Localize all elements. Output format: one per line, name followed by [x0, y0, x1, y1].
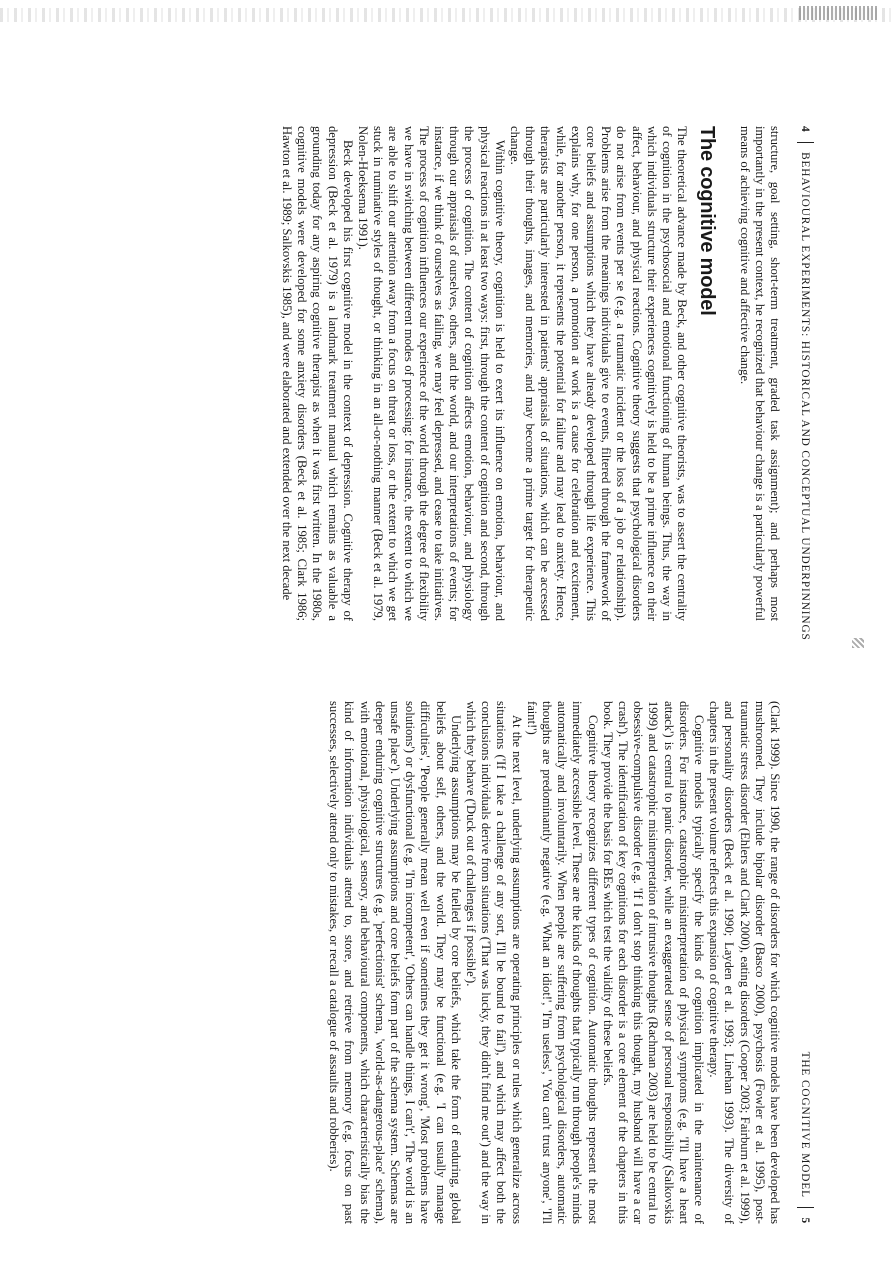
body-paragraph: The theoretical advance made by Beck, and other cognitive theorists, was to assert the centrality of cognition in the psychosocial and emotional functioning of human beings. Thus, the way in which individuals structure their experiences cognitively is held to be a prime influence on their affect, behaviour, and physical reactions. Cognitive theory suggests that psychological disorders do not arise from events per se (e.g. a traumatic incident or the loss of a job or relationship). Problems arise from the meanings individuals give to events, filtered through the framework of core beliefs and assumptions which they have already developed through life experience. This explains why, for one person, a promotion at work is a cause for celebration and excitement, while, for another person, it represents the potential for failure and may lead to anxiety. Hence, therapists are particularly interested in patients' appraisals of situations, which can be accessed through their thoughts, images, and memories, and may become a prime target for therapeutic change. [507, 126, 690, 621]
right-running-head-text: THE COGNITIVE MODEL [799, 1051, 812, 1198]
running-heads [792, 126, 818, 1236]
header-divider [797, 1207, 814, 1209]
body-paragraph: Cognitive theory recognizes different types of cognition. Automatic thoughts represent the most immediately accessible level. These are the kinds of thoughts that typically run through people's minds automatically and involuntarily. When people are suffering from psychological disorders, automatic thoughts are predominantly negative (e.g. 'What an idiot!', 'I'm useless', 'You can't trust anyone', 'I'll faint!') [524, 701, 600, 1224]
right-running-head [797, 701, 814, 1224]
section-heading: The cognitive model [696, 126, 719, 316]
scan-artifact-top [0, 8, 893, 22]
intro-paragraph: structure, goal setting, short-term treatment, graded task assignment); and perhaps most importantly in the present context, he recognized that behaviour change is a particularly powerful means of achieving cognitive and affective change. [737, 126, 782, 621]
body-paragraph: Underlying assumptions may be fuelled by core beliefs, which take the form of enduring, global beliefs about self, others, and the world. They may be functional (e.g. 'I can usually manage difficulties', 'People generally mean well even if sometimes they get it wrong', 'Most problems have solutions') or dysfunctional (e.g. 'I'm incompetent', 'Others can handle things, I can't', 'The world is an unsafe place'). Underlying assumptions and core beliefs form part of the schema system. Schemas are deeper enduring cognitive structures (e.g. 'perfectionist' schema, 'world-as-dangerous-place' schema), with emotional, physiological, sensory, and behavioural components, which characteristically bias the kind of information individuals attend to, store, and retrieve from memory (e.g. focus on past successes, selectively attend only to mistakes, or recall a catalogue of assaults and robberies). [327, 701, 463, 1224]
scan-artifact-top-right [799, 6, 879, 20]
right-page-number: 5 [799, 1217, 812, 1224]
body-paragraph: Beck developed his first cognitive model in the context of depression. Cognitive therapy of depression (Beck et al. 1979) is a landmark treatment manual which remains as valuable a grounding today for any aspiring cognitive therapist as when it was first written. In the 1980s, cognitive models were developed for some anxiety disorders (Beck et al. 1985; Clark 1986; Hawton et al. 1989; Salkovskis 1985), and were elaborated and extended over the next decade [279, 126, 355, 621]
body-paragraph: Within cognitive theory, cognition is held to exert its influence on emotion, behaviour, and physical reactions in at least two ways: first, through the content of cognition and second, through the process of cognition. The content of cognition affects emotion, behaviour, and physiology through our appraisals of ourselves, others, and the world, and our interpretations of events; for instance, if we think of ourselves as failing, we may feel depressed, and cease to take initiatives. The process of cognition influences our experience of the world through the degree of flexibility we have in switching between different modes of processing: for instance, the extent to which we are able to shift our attention away from a focus on threat or loss, or the extent to which we get stuck in ruminative styles of thought, or thinking in an all-or-nothing manner (Beck et al. 1979, Nolen-Hoeksema 1991). [355, 126, 507, 621]
left-running-head-text: BEHAVIOURAL EXPERIMENTS: HISTORICAL AND CONCEPTUAL UNDERPINNINGS [799, 152, 812, 641]
left-page-column [279, 126, 782, 621]
left-running-head [797, 126, 814, 641]
left-page-number: 4 [799, 126, 812, 133]
book-spread [48, 126, 818, 1236]
body-paragraph: At the next level, underlying assumptions are operating principles or rules which generalize across situations ('If I take a challenge of any sort, I'll be bound to fail'), and which may affect both the conclusions individuals derive from situations ('That was lucky, they didn't find me out') and the way in which they behave ('Duck out of challenges if possible'). [463, 701, 524, 1224]
right-page-column [326, 701, 782, 1224]
scan-speck [852, 638, 864, 648]
body-paragraph: Cognitive models typically specify the kinds of cognition implicated in the maintenance of disorders. For instance, catastrophic misinterpretation of physical symptoms (e.g. 'I'll have a heart attack') is central to panic disorder, while an exaggerated sense of personal responsibility (Salkovskis 1999) and catastrophic misinterpretation of intrusive thoughts (Rachman 2003) are held to be central to obsessive-compulsive disorder (e.g. 'If I don't stop thinking this thought, my husband will have a car crash'). The identification of key cognitions for each disorder is a core element of the chapters in this book. They provide the basis for BEs which test the validity of these beliefs. [600, 701, 706, 1224]
body-paragraph: (Clark 1999). Since 1990, the range of disorders for which cognitive models have been developed has mushroomed. They include bipolar disorder (Basco 2000), psychosis (Fowler et al. 1995), post-traumatic stress disorder (Ehlers and Clark 2000), eating disorders (Cooper 2003; Fairburn et al. 1999), and personality disorders (Beck et al. 1990; Layden et al. 1993; Linehan 1993). The diversity of chapters in the present volume reflects this expansion of cognitive therapy. [707, 701, 782, 1224]
header-divider [797, 142, 814, 144]
